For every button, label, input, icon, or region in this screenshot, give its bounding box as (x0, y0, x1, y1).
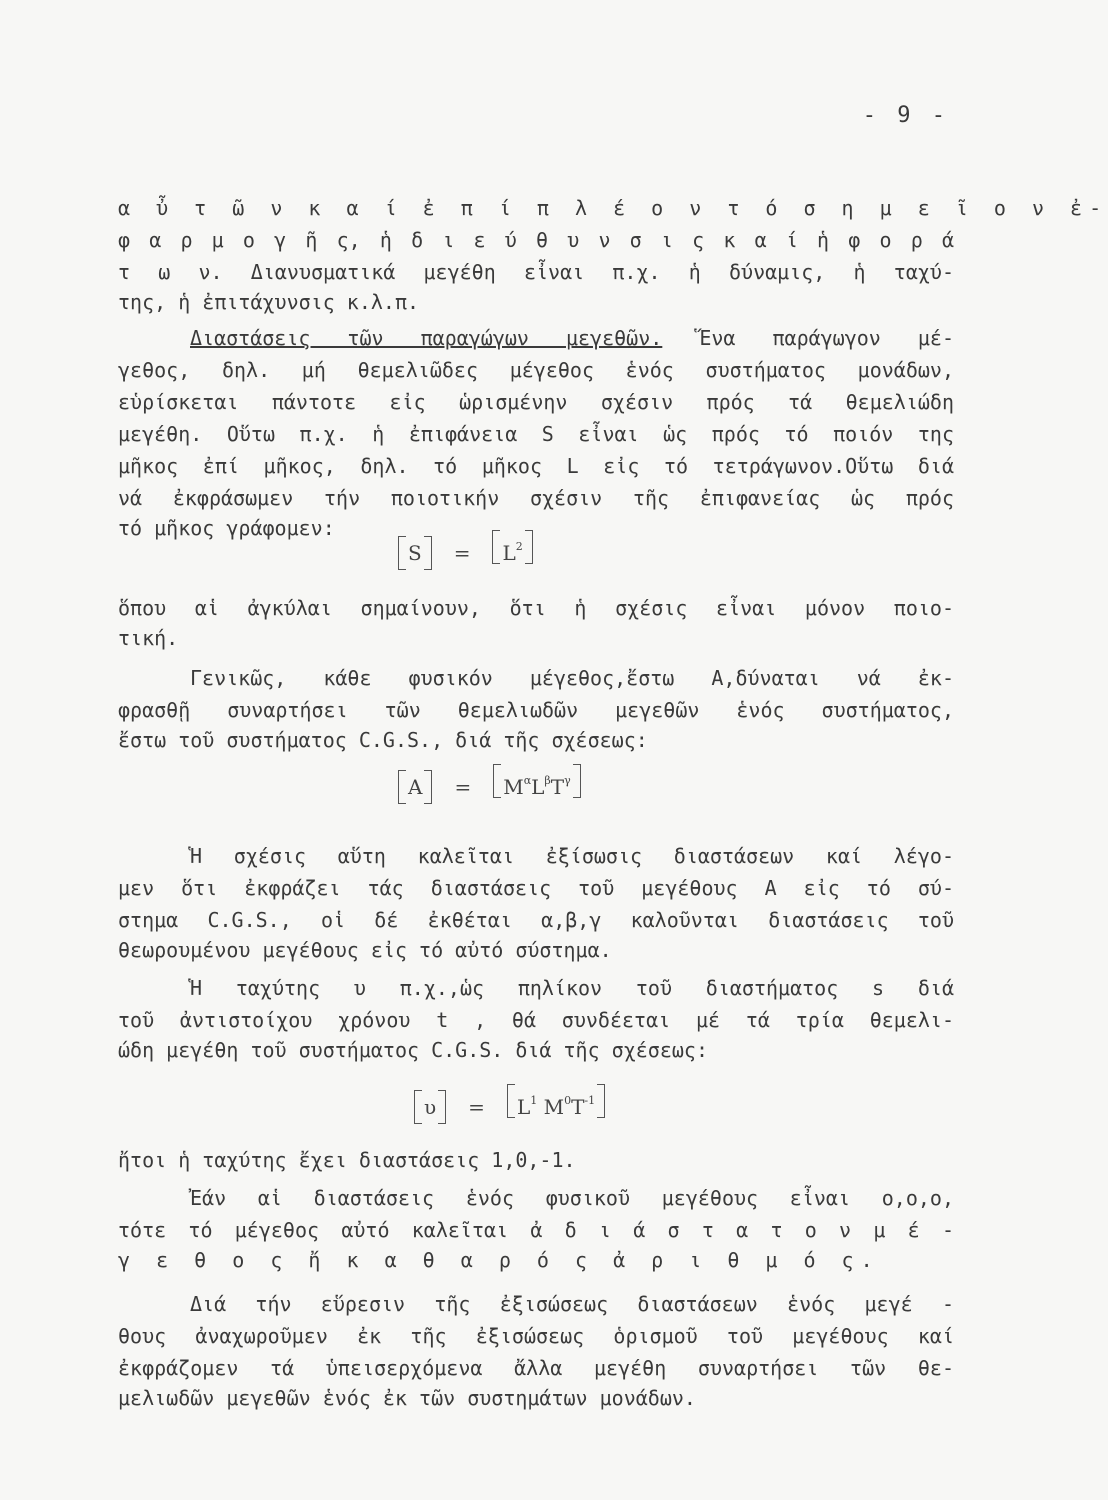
section-heading: Διαστάσεις τῶν παραγώγων μεγεθῶν. (190, 326, 663, 350)
bracket-rhs: $M^\alpha L^\beta T^\gamma$ (493, 764, 580, 798)
text-line: στημα C.G.S., οἱ δέ ἐκθέται α,β,γ καλοῦνται διαστάσεις τοῦ (118, 908, 954, 932)
text-line: φ α ρ μ ο γ ῆ ς, ἡ δ ι ε ύ θ υ ν σ ι ς κ α ί ἡ φ ο ρ ά (118, 228, 954, 252)
text-line: ώδη μεγέθη τοῦ συστήματος C.G.S. διά τῆς σχέσεως: (118, 1038, 709, 1062)
text-line: μῆκος ἐπί μῆκος, δηλ. τό μῆκος L εἰς τό τετράγωνον.Οὕτω διά (118, 454, 954, 478)
text-line: Διά τήν εὕρεσιν τῆς ἐξισώσεως διαστάσεων ἑνός μεγέ - (190, 1292, 954, 1316)
text-line: ἤτοι ἡ ταχύτης ἔχει διαστάσεις 1,0,-1. (118, 1148, 576, 1172)
text-line: φρασθῇ συναρτήσει τῶν θεμελιωδῶν μεγεθῶν ἑνός συστήματος, (118, 698, 954, 722)
text-line: τό μῆκος γράφομεν: (118, 516, 335, 540)
text-line: θους ἀναχωροῦμεν ἐκ τῆς ἐξισώσεως ὁρισμοῦ τοῦ μεγέθους καί (118, 1324, 954, 1348)
text-line: α ὖ τ ῶ ν κ α ί ἐ π ί π λ έ ο ν τ ό σ η μ ε ῖ ο ν ἐ- (118, 196, 1108, 220)
text-line: μεγέθη. Οὕτω π.χ. ἡ ἐπιφάνεια S εἶναι ὡς πρός τό ποιόν της (118, 422, 954, 446)
text-line: τική. (118, 626, 179, 650)
bracket-rhs: $L^1$ $M^0T^{-1}$ (507, 1084, 605, 1118)
text-line: τότε τό μέγεθος αὐτό καλεῖται ἀ δ ι ά σ τ α τ ο ν μ έ - (118, 1218, 954, 1242)
text-line: θεωρουμένου μεγέθους εἰς τό αὐτό σύστημα. (118, 938, 612, 962)
text-line: νά ἐκφράσωμεν τήν ποιοτικήν σχέσιν τῆς ἐπιφανείας ὡς πρός (118, 486, 954, 510)
bracket-lhs: A (398, 770, 432, 804)
section-heading-line (190, 324, 954, 352)
formula-velocity-dimension: $\upsilon = L^1$ $M^0T^{-1}$ (414, 1084, 605, 1124)
formula-general-dimension: $A = M^\alpha L^\beta T^\gamma$ (398, 764, 581, 804)
text-line: τ ω ν. Διανυσματικά μεγέθη εἶναι π.χ. ἡ δύναμις, ἡ ταχύ- (118, 260, 954, 284)
text-line: Γενικῶς, κάθε φυσικόν μέγεθος,ἔστω A,δύναται νά ἐκ- (190, 666, 954, 690)
text-line: Ἐάν αἱ διαστάσεις ἑνός φυσικοῦ μεγέθους εἶναι ο,ο,ο, (190, 1186, 954, 1210)
text-line: της, ἡ ἐπιτάχυνσις κ.λ.π. (118, 290, 420, 314)
text-line: τοῦ ἀντιστοίχου χρόνου t , θά συνδέεται μέ τά τρία θεμελι- (118, 1008, 954, 1032)
text-line: γεθος, δηλ. μή θεμελιῶδες μέγεθος ἑνός συστήματος μονάδων, (118, 358, 954, 382)
page-number: - 9 - (862, 103, 949, 128)
text-line: ἐκφράζομεν τά ὑπεισερχόμενα ἄλλα μεγέθη συναρτήσει τῶν θε- (118, 1356, 954, 1380)
bracket-lhs: S (398, 536, 432, 570)
text-line: ὅπου αἱ ἀγκύλαι σημαίνουν, ὅτι ἡ σχέσις εἶναι μόνον ποιο- (118, 596, 954, 620)
text-line: μεν ὅτι ἐκφράζει τάς διαστάσεις τοῦ μεγέθους A εἰς τό σύ- (118, 876, 954, 900)
text-line: γ ε θ ο ς ἤ κ α θ α ρ ό ς ἀ ρ ι θ μ ό ς. (118, 1248, 880, 1272)
bracket-lhs: υ (414, 1090, 446, 1124)
text-fragment: Ἕνα παράγωγον μέ- (662, 326, 954, 350)
text-line: Ἡ ταχύτης υ π.χ.,ὡς πηλίκον τοῦ διαστήματος s διά (190, 976, 954, 1000)
text-line: Ἡ σχέσις αὕτη καλεῖται ἐξίσωσις διαστάσεων καί λέγο- (190, 844, 954, 868)
text-line: μελιωδῶν μεγεθῶν ἑνός ἐκ τῶν συστημάτων μονάδων. (118, 1386, 696, 1410)
text-line: ἔστω τοῦ συστήματος C.G.S., διά τῆς σχέσεως: (118, 728, 648, 752)
bracket-rhs: $L^2$ (492, 530, 532, 564)
text-line: εὑρίσκεται πάντοτε εἰς ὡρισμένην σχέσιν πρός τά θεμελιώδη (118, 390, 954, 414)
formula-surface-dimension: $S = L^2$ (398, 530, 533, 570)
